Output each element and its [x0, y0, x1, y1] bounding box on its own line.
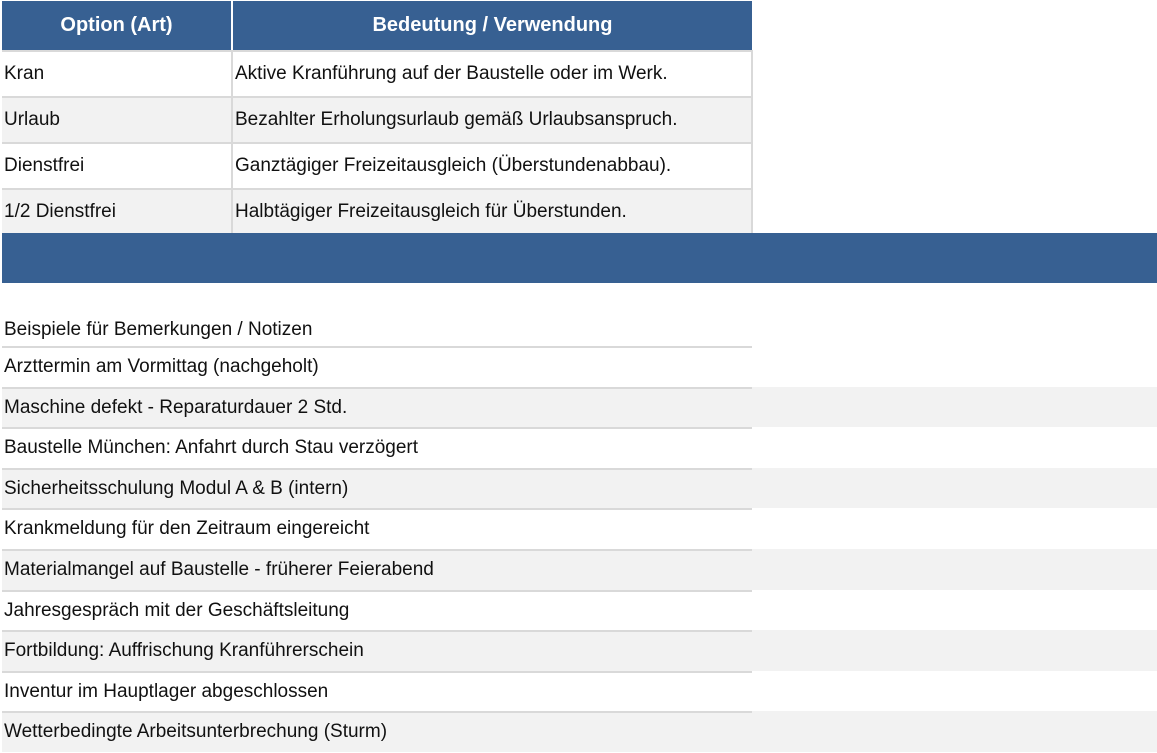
options-row-urlaub	[2, 97, 752, 143]
note-cell[interactable]: Inventur im Hauptlager abgeschlossen	[4, 680, 329, 702]
row-divider	[2, 711, 752, 713]
row-divider	[2, 630, 752, 632]
row-divider	[2, 671, 752, 673]
header-cell-option[interactable]: Option (Art)	[2, 1, 232, 51]
note-cell[interactable]: Maschine defekt - Reparaturdauer 2 Std.	[4, 396, 348, 418]
note-cell[interactable]: Wetterbedingte Arbeitsunterbrechung (Sturm)	[4, 721, 388, 743]
note-cell[interactable]: Materialmangel auf Baustelle - früherer Feierabend	[4, 558, 434, 580]
list-item	[2, 711, 1157, 752]
row-divider	[2, 427, 752, 429]
options-row-dienstfrei	[2, 143, 752, 189]
list-item	[2, 468, 1157, 509]
options-table	[2, 1, 753, 236]
list-item	[2, 508, 1157, 549]
row-divider	[2, 590, 752, 592]
options-header-row	[2, 1, 752, 51]
options-row-half-dienstfrei	[2, 189, 752, 235]
note-cell[interactable]: Baustelle München: Anfahrt durch Stau verzögert	[4, 437, 419, 459]
row-divider	[2, 346, 752, 348]
note-cell[interactable]: Fortbildung: Auffrischung Kranführerschein	[4, 640, 364, 662]
list-item	[2, 387, 1157, 428]
option-cell[interactable]: Urlaub	[2, 97, 232, 143]
options-row-kran	[2, 51, 752, 97]
option-cell[interactable]: Dienstfrei	[2, 143, 232, 189]
meaning-cell[interactable]: Ganztägiger Freizeitausgleich (Überstundenabbau).	[232, 143, 752, 189]
list-item	[2, 427, 1157, 468]
meaning-cell[interactable]: Aktive Kranführung auf der Baustelle oder im Werk.	[232, 51, 752, 97]
option-cell[interactable]: 1/2 Dienstfrei	[2, 189, 232, 235]
list-item	[2, 671, 1157, 712]
row-divider	[2, 468, 752, 470]
notes-list	[2, 346, 1157, 752]
meaning-cell[interactable]: Bezahlter Erholungsurlaub gemäß Urlaubsanspruch.	[232, 97, 752, 143]
option-cell[interactable]: Kran	[2, 51, 232, 97]
row-divider	[2, 387, 752, 389]
list-item	[2, 630, 1157, 671]
list-item	[2, 346, 1157, 387]
note-cell[interactable]: Arzttermin am Vormittag (nachgeholt)	[4, 356, 319, 377]
note-cell[interactable]: Jahresgespräch mit der Geschäftsleitung	[4, 599, 350, 621]
notes-title[interactable]: Beispiele für Bemerkungen / Notizen	[4, 319, 313, 340]
section-divider-band-extension	[752, 233, 1157, 283]
row-divider	[2, 508, 752, 510]
note-cell[interactable]: Krankmeldung für den Zeitraum eingereicht	[4, 518, 370, 540]
list-item	[2, 549, 1157, 590]
row-divider	[2, 549, 752, 551]
header-cell-meaning[interactable]: Bedeutung / Verwendung	[232, 1, 752, 51]
section-divider-band	[2, 233, 752, 283]
meaning-cell[interactable]: Halbtägiger Freizeitausgleich für Überstunden.	[232, 189, 752, 235]
note-cell[interactable]: Sicherheitsschulung Modul A & B (intern)	[4, 477, 349, 499]
list-item	[2, 590, 1157, 631]
